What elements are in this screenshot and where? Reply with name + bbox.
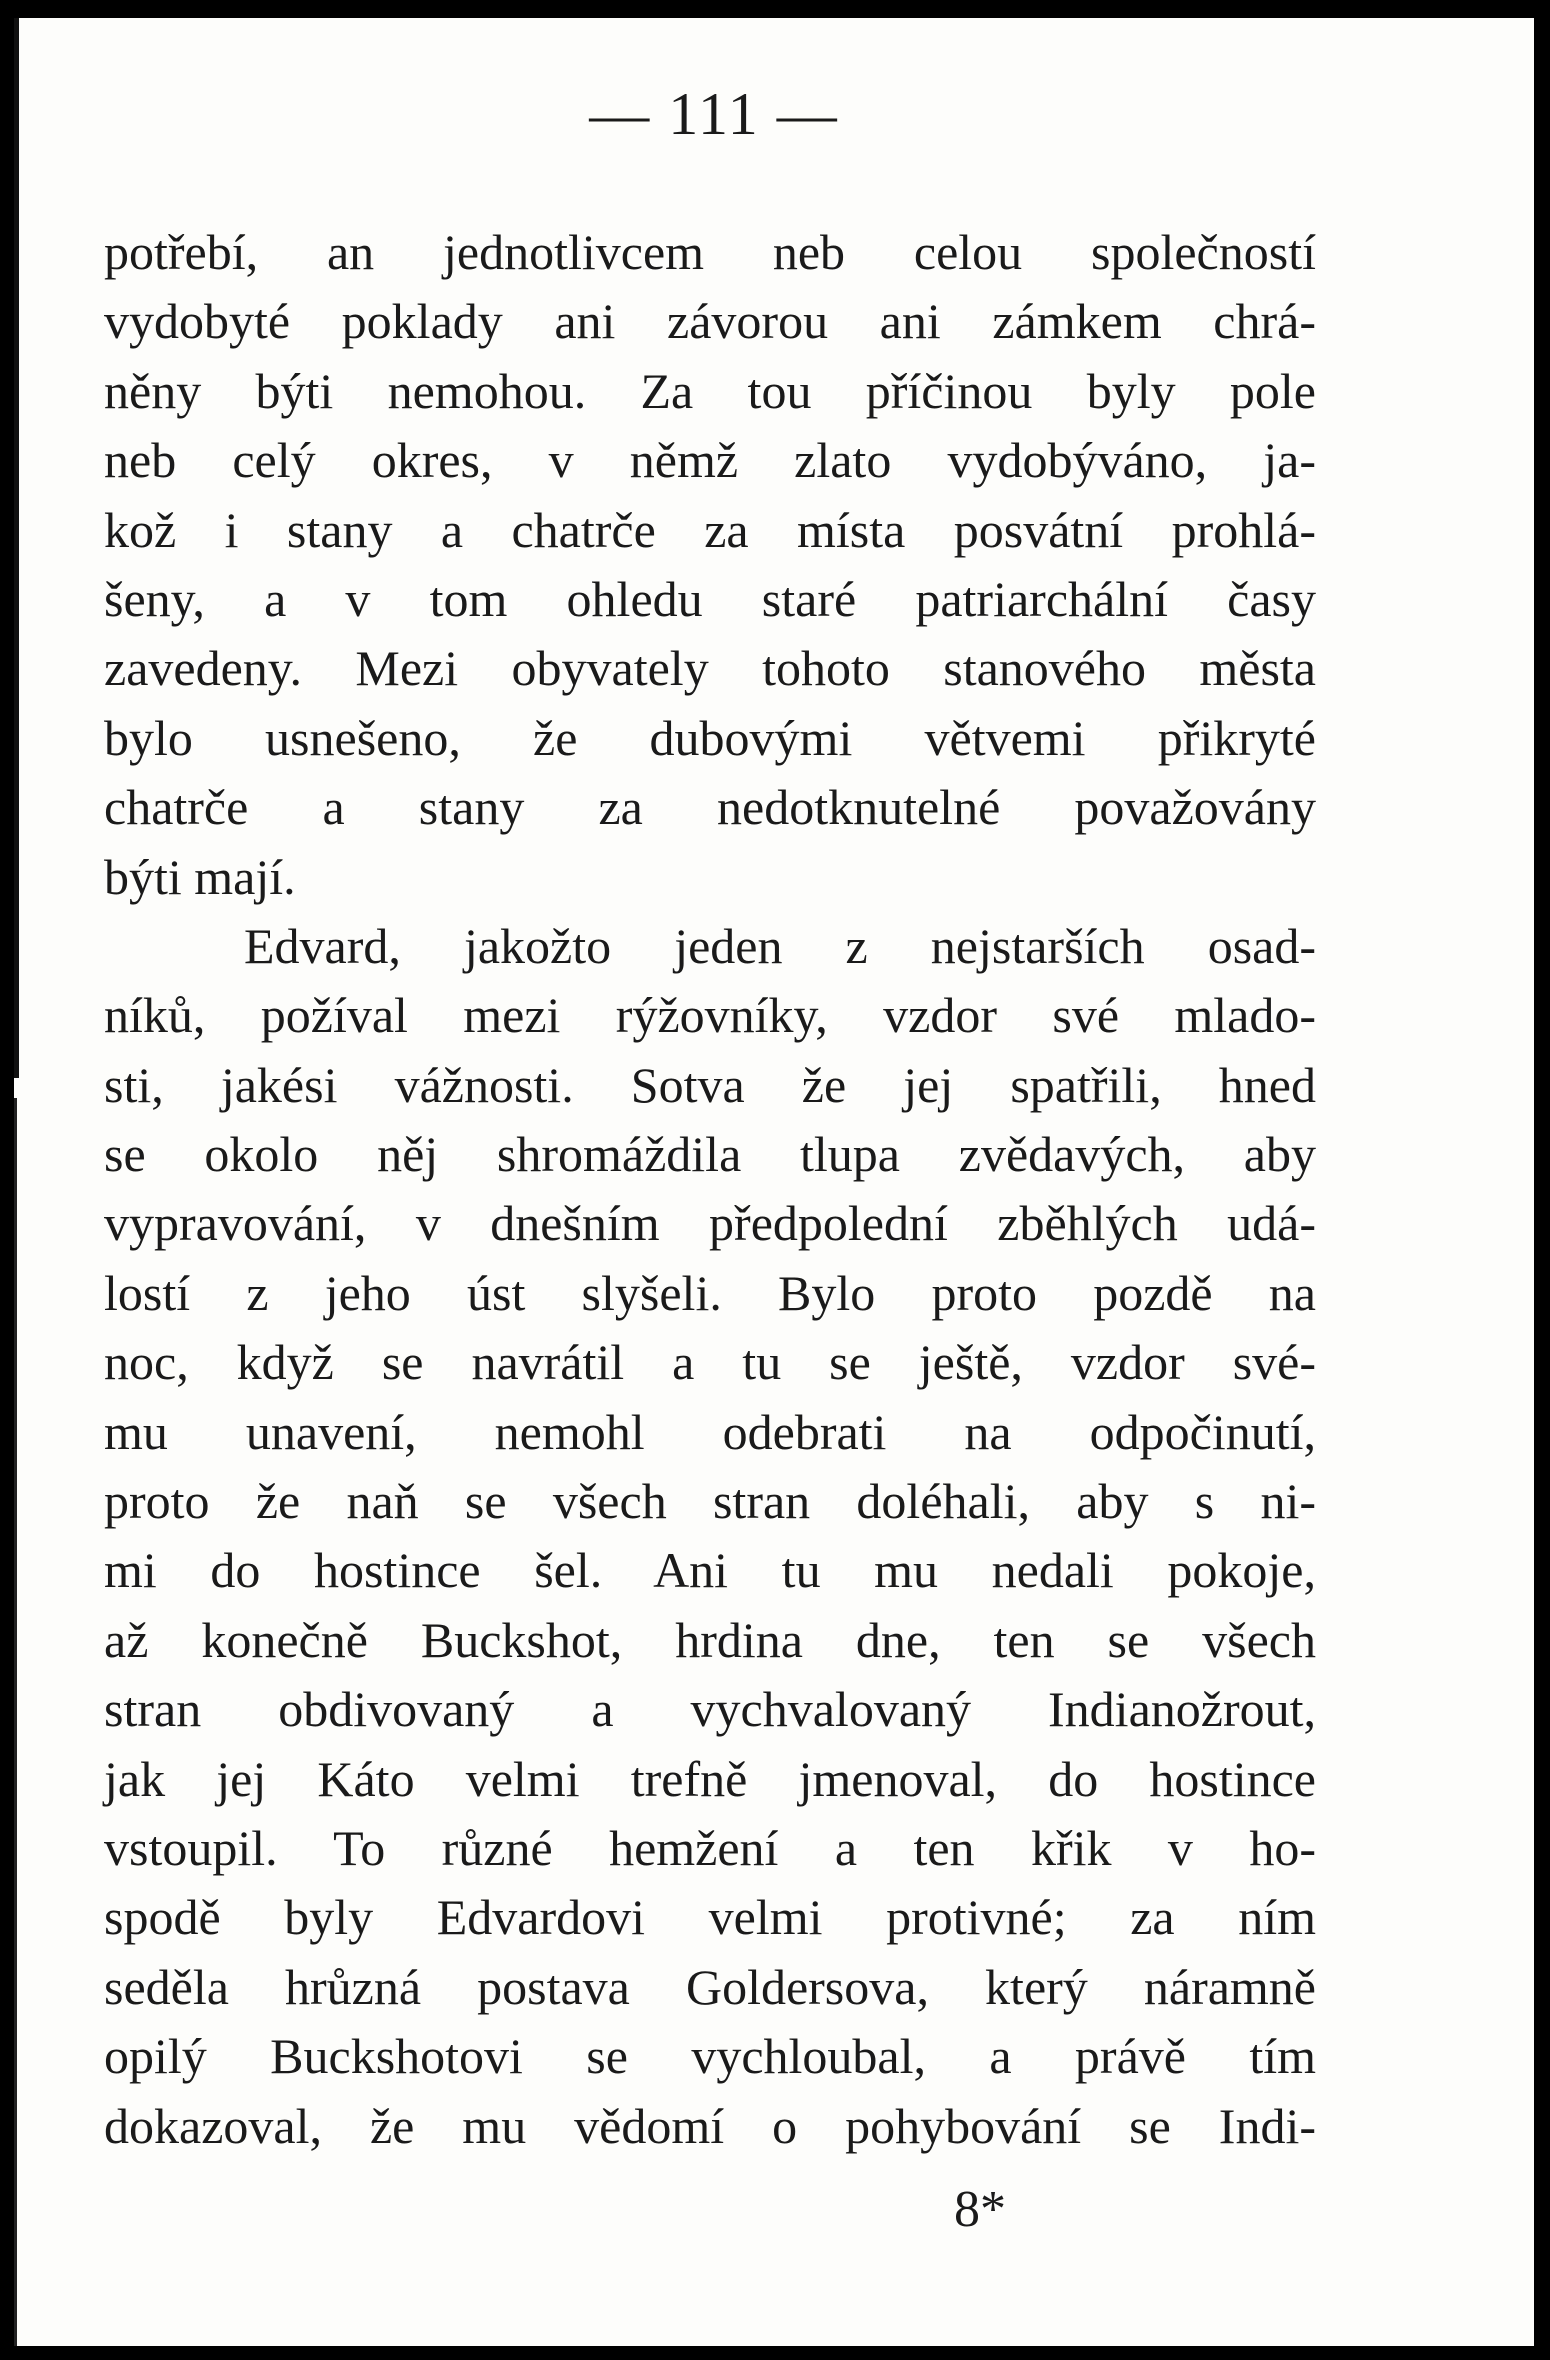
text-line: sti, jakési vážnosti. Sotva že jej spatřili, hned (104, 1056, 1316, 1113)
text-line: spodě byly Edvardovi velmi protivné; za ním (104, 1889, 1316, 1946)
book-page (14, 18, 1534, 2346)
text-line: bylo usnešeno, že dubovými větvemi přikryté (104, 709, 1316, 766)
text-line: potřebí, an jednotlivcem neb celou společností (104, 224, 1316, 280)
text-line: lostí z jeho úst slyšeli. Bylo proto pozdě na (104, 1264, 1316, 1321)
text-line: šeny, a v tom ohledu staré patriarchální časy (104, 570, 1316, 627)
text-line: býti mají. (104, 848, 296, 905)
text-line: vydobyté poklady ani závorou ani zámkem chrá- (104, 293, 1316, 350)
text-line: vypravování, v dnešním předpolední zběhlých udá- (104, 1195, 1316, 1252)
text-line: kož i stany a chatrče za místa posvátní prohlá- (104, 501, 1316, 558)
text-line: níků, požíval mezi rýžovníky, vzdor své mlado- (104, 987, 1316, 1044)
text-line: mu unavení, nemohl odebrati na odpočinutí, (104, 1403, 1316, 1460)
text-line: Edvard, jakožto jeden z nejstarších osad- (244, 917, 1316, 974)
text-line: jak jej Káto velmi trefně jmenoval, do hostince (104, 1750, 1316, 1807)
text-line: dokazoval, že mu vědomí o pohybování se Indi- (104, 2097, 1316, 2154)
body-text (104, 218, 1316, 2161)
text-line: vstoupil. To různé hemžení a ten křik v ho- (104, 1819, 1316, 1876)
text-line: mi do hostince šel. Ani tu mu nedali pokoje, (104, 1542, 1316, 1599)
text-line: neb celý okres, v němž zlato vydobýváno, ja- (104, 432, 1316, 489)
text-line: chatrče a stany za nedotknutelné považovány (104, 779, 1316, 836)
text-line: zavedeny. Mezi obyvately tohoto stanového města (104, 640, 1316, 697)
text-line: něny býti nemohou. Za tou příčinou byly pole (104, 362, 1316, 419)
text-line: opilý Buckshotovi se vychloubal, a právě tím (104, 2028, 1316, 2085)
text-line: stran obdivovaný a vychvalovaný Indianožrout, (104, 1681, 1316, 1738)
text-line: se okolo něj shromáždila tlupa zvědavých, aby (104, 1126, 1316, 1183)
text-line: noc, když se navrátil a tu se ještě, vzdor své- (104, 1334, 1316, 1391)
page-edge-shadow (14, 18, 19, 1078)
text-line: proto že naň se všech stran doléhali, aby s ni- (104, 1473, 1316, 1530)
text-line: seděla hrůzná postava Goldersova, který náramně (104, 1958, 1316, 2015)
page-edge-shadow-lower (14, 1098, 17, 2346)
page-number-header: — 111 — (589, 81, 839, 147)
text-line: až konečně Buckshot, hrdina dne, ten se všech (104, 1611, 1316, 1668)
printer-signature-mark: 8* (954, 2181, 1006, 2238)
